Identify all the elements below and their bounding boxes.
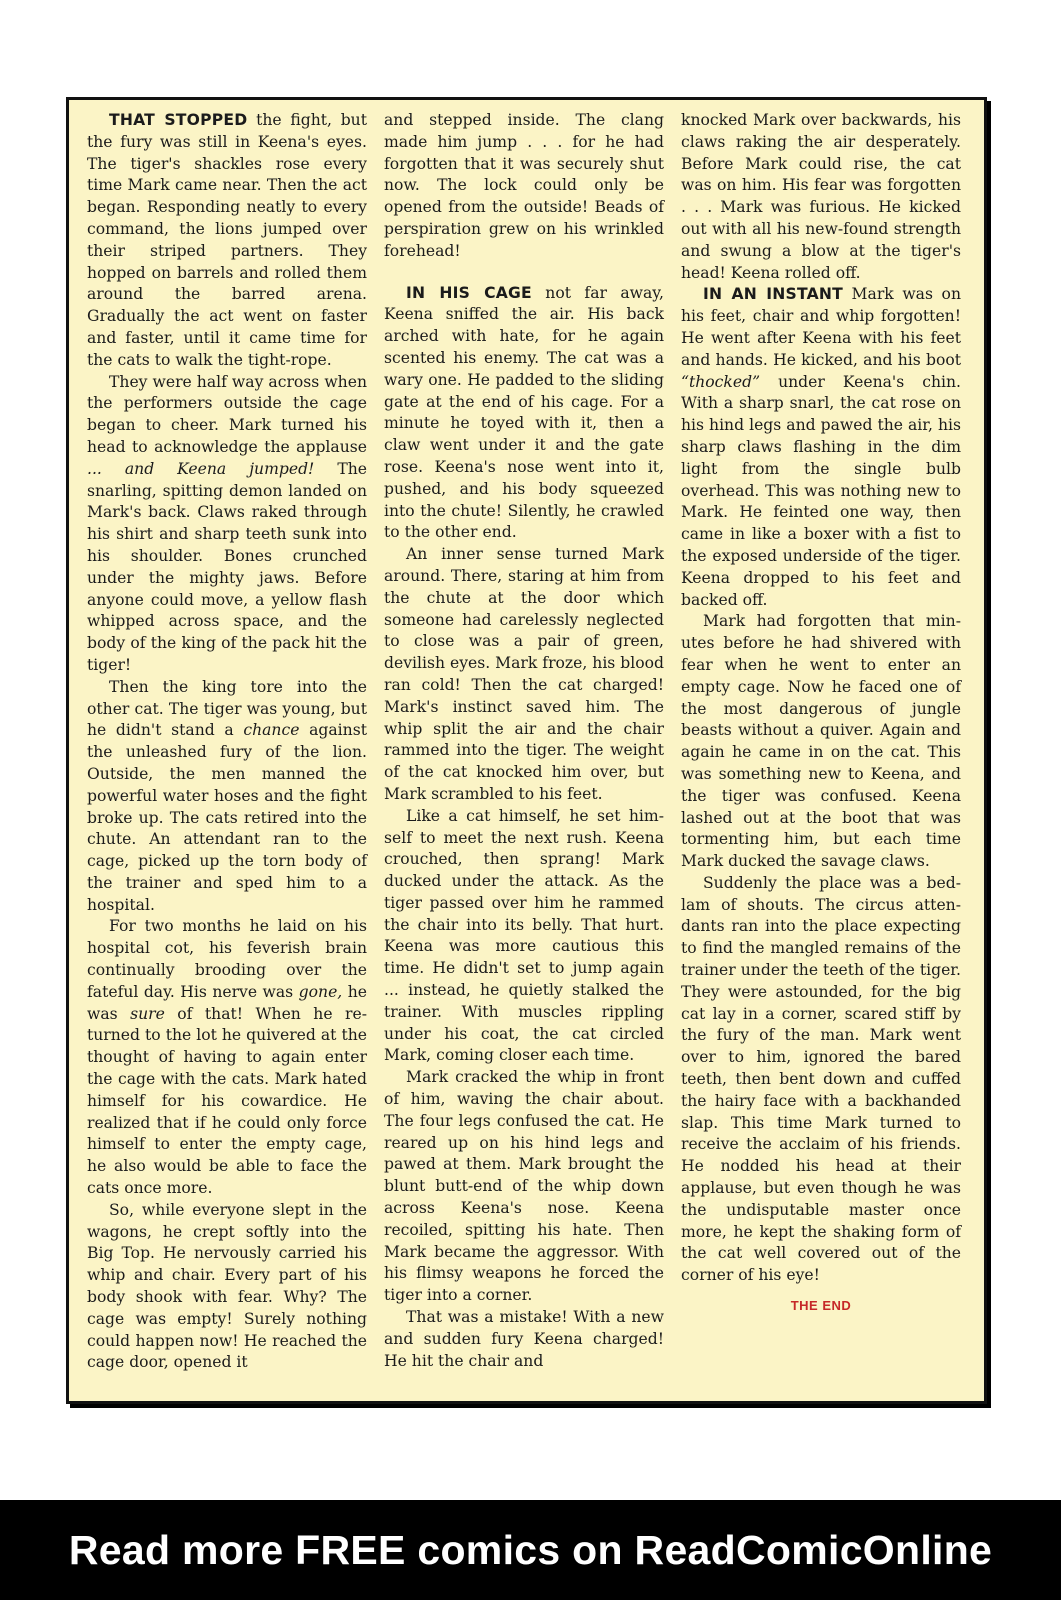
text-column-1 (87, 110, 367, 1374)
paragraph: Then the king tore into the other cat. The tiger was young, but he didn't stand a chance against the unleashed fury of the lion. Outside, the men manned the powerful water hoses and the fight broke up. The cats retired into the chute. An attendant ran to the cage, picked up the torn body of the trainer and sped him to a hospital. (87, 677, 367, 914)
paragraph: Suddenly the place was a bedlam of shouts. The circus attendants ran into the place expecting to find the mangled remains of the trainer under the teeth of the tiger. They were astounded, for the big cat lay in a corner, scared stiff by the fury of the man. Mark went over to him, ignored the bared teeth, then bent down and cuffed the hairy face with a backhanded slap. This time Mark turned to receive the acclaim of his friends. He nodded his head at their applause, but even though he was the undisputable master once more, he kept the shaking form of the cat well covered out of the corner of his eye! (681, 873, 961, 1285)
paragraph: Like a cat himself, he set himself to meet the next rush. Keena crouched, then sprang! Mark ducked under the attack. As the tiger passed over him he rammed the chair into its belly. That hurt. Keena was more cautious this time. He didn't set to jump again ... instead, he quietly stalked the trainer. With muscles rippling under his coat, the cat circled Mark, coming closer each time. (384, 806, 664, 1065)
paragraph: Mark had forgotten that minutes before he had shivered with fear when he went to enter an empty cage. Now he faced one of the most dangerous of jungle beasts without a quiver. Again and again he came in on the cat. This was something new to Keena, and the tiger was confused. Keena lashed out at the boot that was tormenting him, but each time Mark ducked the savage claws. (681, 612, 961, 871)
paragraph: IN HIS CAGE not far away, Keena sniffed the air. His back arched with hate, for he again scented his enemy. The cat was a wary one. He padded to the sliding gate at the end of his cage. For a minute he toyed with it, then a claw went under it and the gate rose. Keena's nose went into it, pushed, and his body squeezed into the chute! Silently, he crawled to the other end. (384, 283, 664, 542)
paragraph-lead: IN HIS CAGE (406, 283, 532, 302)
paragraph: So, while everyone slept in the wagons, he crept softly into the Big Top. He nervously carried his whip and chair. Every part of his body shook with fear. Why? The cage was empty! Surely nothing could happen now! He reached the cage door, opened it (87, 1200, 367, 1372)
paragraph: They were half way across when the performers outside the cage began to cheer. Mark turned his head to acknowledge the applause ... and Keena jumped! The snarling, spitting demon landed on Mark's back. Claws raked through his shirt and sharp teeth sunk into his shoulder. Bones crunched under the mighty jaws. Before anyone could move, a yellow flash whipped across space, and the body of the king of the pack hit the tiger! (87, 372, 367, 674)
paragraph: For two months he laid on his hospital cot, his feverish brain continually brooding over the fateful day. His nerve was gone, he was sure of that! When he returned to the lot he quivered at the thought of having to again enter the cage with the cats. Mark hated himself for his cowardice. He realized that if he could only force himself to enter the empty cage, he also would be able to face the cats once more. (87, 917, 367, 1198)
paragraph: THAT STOPPED the fight, but the fury was still in Keena's eyes. The tiger's shackles rose every time Mark came near. Then the act began. Responding neatly to every command, the lions jumped over their striped partners. They hopped on barrels and rolled them around the barred arena. Gradually the act went on faster and faster, until it came time for the cats to walk the tight-rope. (87, 111, 367, 369)
paragraph-lead: THAT STOPPED (109, 111, 248, 129)
emphasis: gone, (298, 982, 343, 1001)
paragraph: and stepped inside. The clang made him jump . . . for he had forgotten that it was securely shut now. The lock could only be opened from the outside! Beads of perspiration grew on his wrinkled forehead! (384, 111, 664, 260)
paragraph: An inner sense turned Mark around. There, staring at him from the chute at the door which someone had carelessly neglected to close was a pair of green, devilish eyes. Mark froze, his blood ran cold! Then the cat charged! Mark's instinct saved him. The whip split the air and the chair rammed into the tiger. The weight of the cat knocked him over, but Mark scrambled to his feet. (384, 545, 664, 803)
emphasis: sure (130, 1004, 165, 1023)
paragraph: IN AN INSTANT Mark was on his feet, chair and whip forgotten! He went after Keena with his feet and hands. He kicked, and his boot “thocked” under Keena's chin. With a sharp snarl, the cat rose on his hind legs and pawed the air, his sharp claws flashing in the dim light from the single bulb overhead. This was nothing new to Mark. He feinted one way, then came in like a boxer with a fist to the exposed underside of the tiger. Keena dropped to his feet and backed off. (681, 285, 961, 609)
paragraph-lead: IN AN INSTANT (703, 285, 843, 304)
emphasis: ... and Keena jumped! (87, 459, 315, 478)
story-text-panel (66, 97, 987, 1404)
paragraph: Mark cracked the whip in front of him, waving the chair about. The four legs confused the cat. He reared up on his hind legs and pawed at them. Mark brought the blunt butt-end of the whip down across Keena's nose. Keena recoiled, spitting his hate. Then Mark became the aggressor. With his flimsy weapons he forced the tiger into a corner. (384, 1068, 664, 1305)
paragraph: knocked Mark over backwards, his claws raking the air desperately. Before Mark could rise, the cat was on him. His fear was forgotten . . . Mark was furious. He kicked out with all his new-found strength and swung a blow at the tiger's head! Keena rolled off. (681, 111, 961, 282)
paragraph: That was a mistake! With a new and sudden fury Keena charged! He hit the chair and (384, 1308, 664, 1370)
text-column-3 (681, 110, 961, 1317)
emphasis: chance (243, 721, 300, 740)
text-column-2 (384, 110, 664, 1372)
promo-footer-banner[interactable] (0, 1500, 1061, 1600)
promo-banner-text[interactable]: Read more FREE comics on ReadComicOnline (68, 1526, 993, 1573)
emphasis: “thocked” (681, 372, 761, 391)
the-end-label: THE END (790, 1298, 852, 1314)
